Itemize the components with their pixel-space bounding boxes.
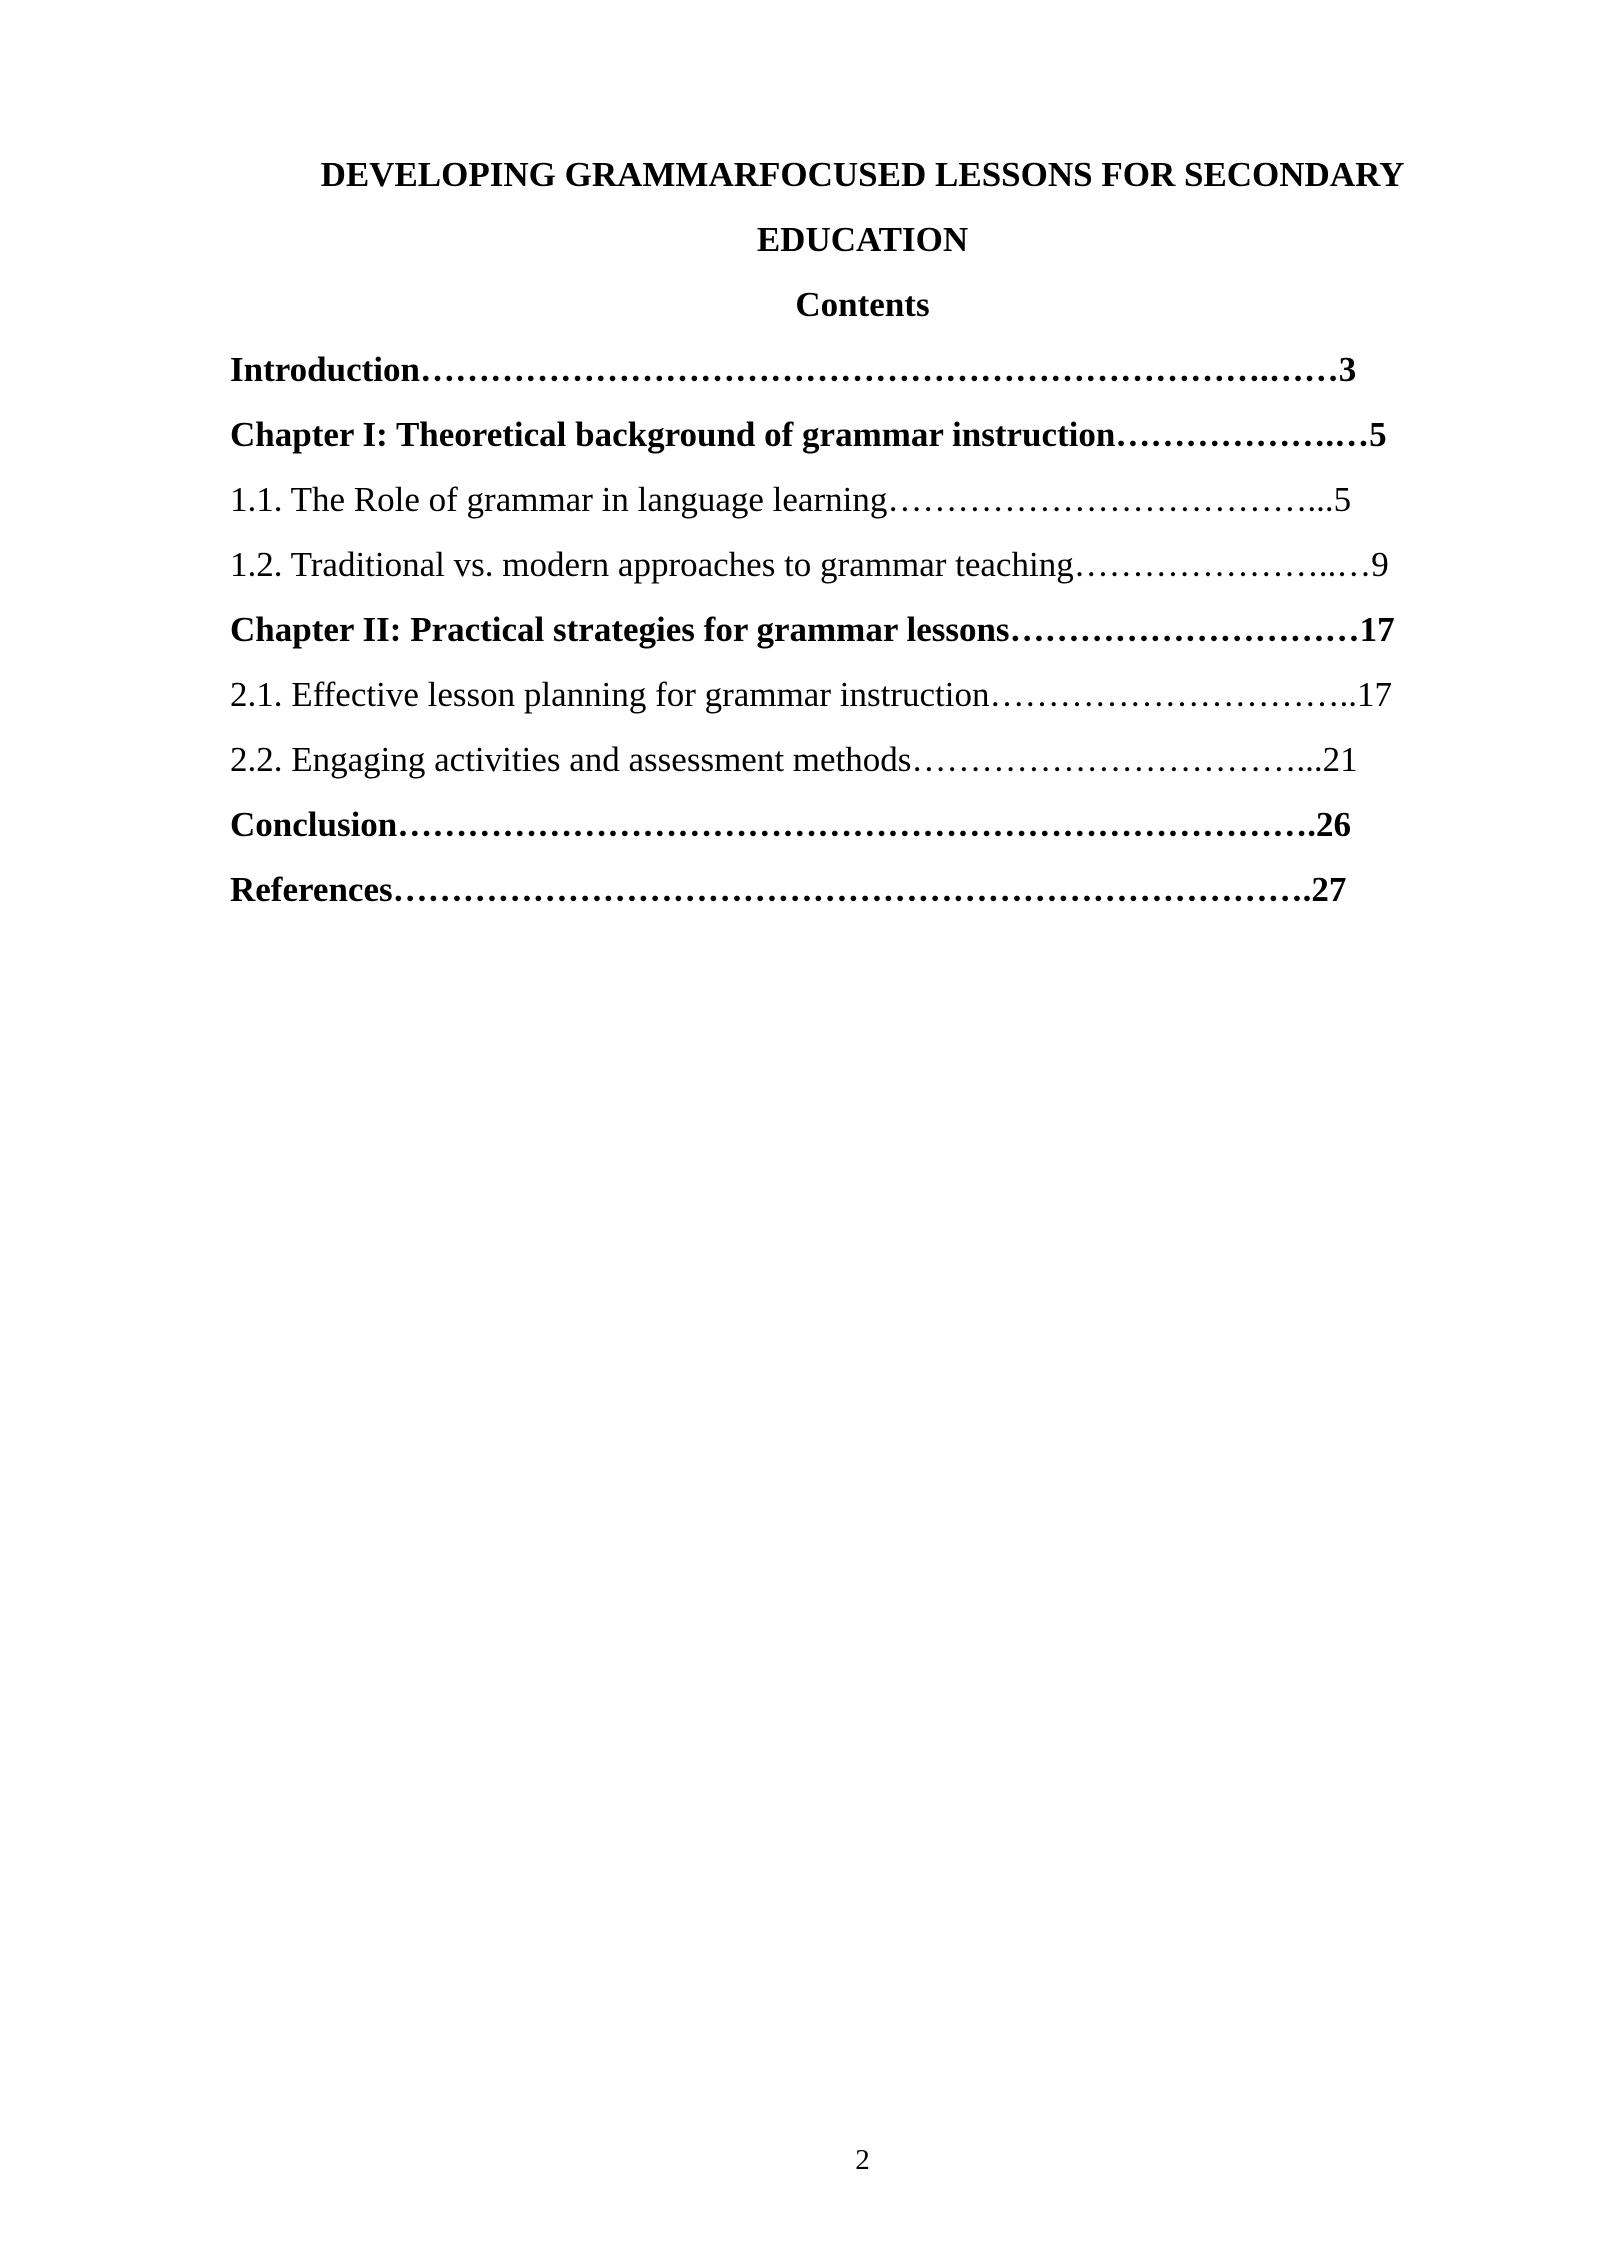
toc-page-number: 3: [1338, 350, 1357, 389]
page-number: 2: [855, 2144, 870, 2176]
toc-entry-label: Chapter II: Practical strategies for grammar lessons: [230, 610, 1010, 649]
toc-page-number: 17: [1359, 610, 1395, 649]
toc-leader-dots: ………………………………...: [887, 480, 1334, 519]
toc-leader-dots: ……………………………...: [911, 740, 1323, 779]
toc-entry-section-2-1: [230, 675, 1392, 715]
toc-entry-conclusion: [230, 805, 1351, 845]
toc-entry-references: [230, 870, 1346, 910]
toc-entry-section-1-2: [230, 545, 1389, 585]
toc-entry-chapter-2: [230, 610, 1395, 650]
toc-page-number: 26: [1316, 805, 1352, 844]
toc-leader-dots: …………………..…: [1073, 545, 1372, 584]
toc-entry-section-1-1: [230, 480, 1351, 520]
toc-leader-dots: …………………………………………………………………….: [397, 805, 1317, 844]
document-title-line-1: DEVELOPING GRAMMARFOCUSED LESSONS FOR SECONDARY: [320, 155, 1405, 194]
toc-entry-introduction: [230, 350, 1356, 390]
toc-entry-chapter-1: [230, 415, 1387, 455]
contents-heading: Contents: [795, 285, 930, 324]
document-title-line-2: EDUCATION: [756, 220, 969, 259]
toc-leader-dots: ……………….…: [1115, 415, 1370, 454]
toc-leader-dots: ……………………………………………………………….……: [419, 350, 1339, 389]
toc-entry-label: References: [230, 870, 393, 909]
toc-page-number: 5: [1369, 415, 1387, 454]
toc-page-number: 9: [1371, 545, 1389, 584]
toc-entry-label: Chapter I: Theoretical background of grammar instruction: [230, 415, 1116, 454]
toc-entry-section-2-2: [230, 740, 1358, 780]
toc-page-number: 27: [1311, 870, 1347, 909]
toc-leader-dots: …………………………: [1009, 610, 1360, 649]
toc-entry-label: Conclusion: [230, 805, 398, 844]
toc-entry-label: 1.2. Traditional vs. modern approaches to grammar teaching: [230, 545, 1074, 584]
toc-entry-label: Introduction: [230, 350, 420, 389]
toc-leader-dots: …………………………………………………………………….: [392, 870, 1312, 909]
toc-page-number: 17: [1356, 675, 1392, 714]
toc-leader-dots: …………………………..: [989, 675, 1357, 714]
toc-page-number: 21: [1322, 740, 1358, 779]
toc-entry-label: 2.2. Engaging activities and assessment methods: [230, 740, 912, 779]
toc-entry-label: 2.1. Effective lesson planning for grammar instruction: [230, 675, 990, 714]
toc-page-number: 5: [1333, 480, 1352, 519]
toc-entry-label: 1.1. The Role of grammar in language learning: [230, 480, 888, 519]
